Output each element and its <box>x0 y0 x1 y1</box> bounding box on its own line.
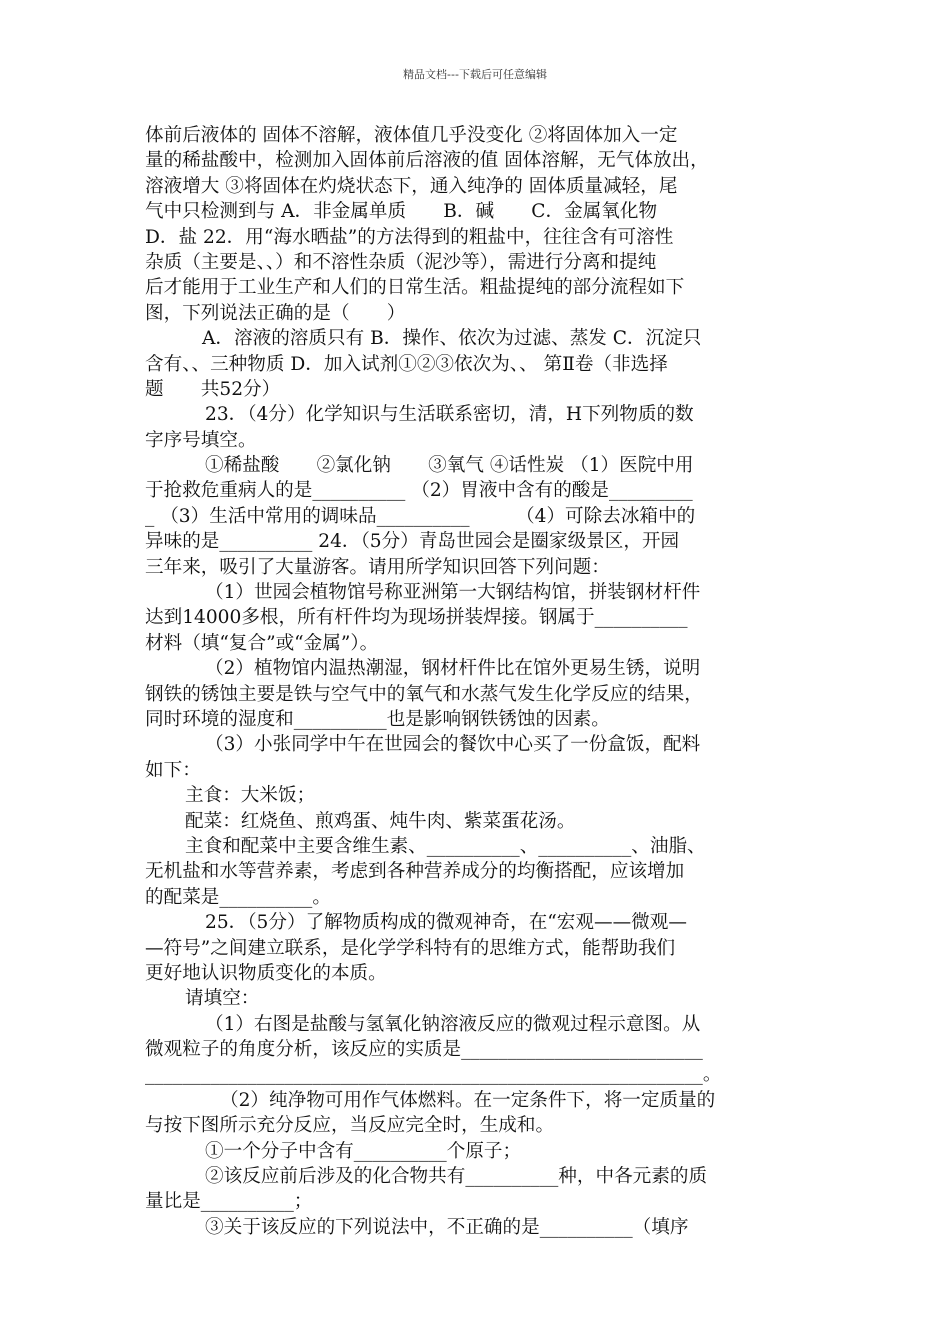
text-line: 材料（填“复合”或“金属”）。 <box>145 632 379 654</box>
text-line: 异味的是__________ 24．（5分）青岛世园会是圈家级景区，开园 <box>145 531 680 553</box>
text-line: 配菜：红烧鱼、煎鸡蛋、炖牛肉、紫菜蛋花汤。 <box>185 810 576 832</box>
text-line: 无机盐和水等营养素，考虑到各种营养成分的均衡搭配，应该增加 <box>145 861 685 883</box>
text-line: D．盐 22．用“海水晒盐”的方法得到的粗盐中，往往含有可溶性 <box>145 226 674 248</box>
text-line: 于抢救危重病人的是__________ （2）胃液中含有的酸是_________ <box>145 480 693 502</box>
text-line: （1）世园会植物馆号称亚洲第一大钢结构馆，拼装钢材杆件 <box>205 582 701 604</box>
text-line: 量比是__________； <box>145 1191 313 1213</box>
text-line: 的配菜是__________。 <box>145 886 331 908</box>
text-line: 与按下图所示充分反应，当反应完全时，生成和。 <box>145 1115 555 1137</box>
text-line: 溶液增大 ③将固体在灼烧状态下，通入纯净的 固体质量减轻，尾 <box>145 175 678 197</box>
text-line: 同时环境的湿度和__________也是影响钢铁锈蚀的因素。 <box>145 708 610 730</box>
text-line: （2）纯净物可用作气体燃料。在一定条件下，将一定质量的 <box>220 1089 716 1111</box>
text-line: 23．（4分）化学知识与生活联系密切，清，H下列物质的数 <box>205 404 694 426</box>
text-line: 25．（5分）了解物质构成的微观神奇，在“宏观——微观— <box>205 912 687 934</box>
text-line: 钢铁的锈蚀主要是铁与空气中的氧气和水蒸气发生化学反应的结果， <box>145 683 703 705</box>
document-body <box>145 123 805 1240</box>
text-line: 主食和配菜中主要含维生素、__________、__________、油脂、 <box>185 835 706 857</box>
text-line: （3）小张同学中午在世园会的餐饮中心买了一份盒饭，配料 <box>205 734 701 756</box>
text-line: （2）植物馆内温热潮湿，钢材杆件比在馆外更易生锈，说明 <box>205 658 701 680</box>
text-line: 达到14000多根，所有杆件均为现场拼装焊接。钢属于__________ <box>145 607 688 629</box>
text-line: 气中只检测到与 A．非金属单质 B．碱 C．金属氧化物 <box>145 201 658 223</box>
page-header: 精品文档---下载后可任意编辑 <box>403 68 547 81</box>
text-line: ①一个分子中含有__________个原子； <box>205 1140 522 1162</box>
text-line: 主食：大米饭； <box>185 785 316 807</box>
text-line: ①稀盐酸 ②氯化钠 ③氧气 ④话性炭 （1）医院中用 <box>205 455 694 477</box>
text-line: 题 共52分） <box>145 378 281 400</box>
text-line: 后才能用于工业生产和人们的日常生活。粗盐提纯的部分流程如下 <box>145 277 685 299</box>
text-line: 请填空： <box>185 988 260 1010</box>
text-line: 三年来，吸引了大量游客。请用所学知识回答下列问题： <box>145 556 610 578</box>
text-line: 字序号填空。 <box>145 429 257 451</box>
text-line: 量的稀盐酸中，检测加入固体前后溶液的值 固体溶解，无气体放出， <box>145 150 709 172</box>
text-line: 微观粒子的角度分析，该反应的实质是__________________________ <box>145 1039 703 1061</box>
text-line: —符号”之间建立联系，是化学学科特有的思维方式，能帮助我们 <box>145 937 676 959</box>
text-line: 体前后液体的 固体不溶解，液体值几乎没变化 ②将固体加入一定 <box>145 125 678 146</box>
text-line: ____________________________________________________________。 <box>145 1064 722 1086</box>
text-line: _ （3）生活中常用的调味品__________ （4）可除去冰箱中的 <box>145 505 696 527</box>
text-line: （1）右图是盐酸与氢氧化钠溶液反应的微观过程示意图。从 <box>205 1013 701 1035</box>
text-line: ③关于该反应的下列说法中，不正确的是__________（填序 <box>205 1216 689 1238</box>
text-line: 图，下列说法正确的是（ ） <box>145 302 406 324</box>
text-line: 含有、、三种物质 D．加入试剂①②③依次为、、 第Ⅱ卷（非选择 <box>145 353 668 375</box>
text-line: A．溶液的溶质只有 B．操作、依次为过滤、蒸发 C．沉淀只 <box>202 328 702 350</box>
text-line: 杂质（主要是、、）和不溶性杂质（泥沙等），需进行分离和提纯 <box>145 251 657 273</box>
text-line: 如下： <box>145 759 201 781</box>
text-line: ②该反应前后涉及的化合物共有__________种，中各元素的质 <box>205 1166 708 1188</box>
text-line: 更好地认识物质变化的本质。 <box>145 962 387 984</box>
